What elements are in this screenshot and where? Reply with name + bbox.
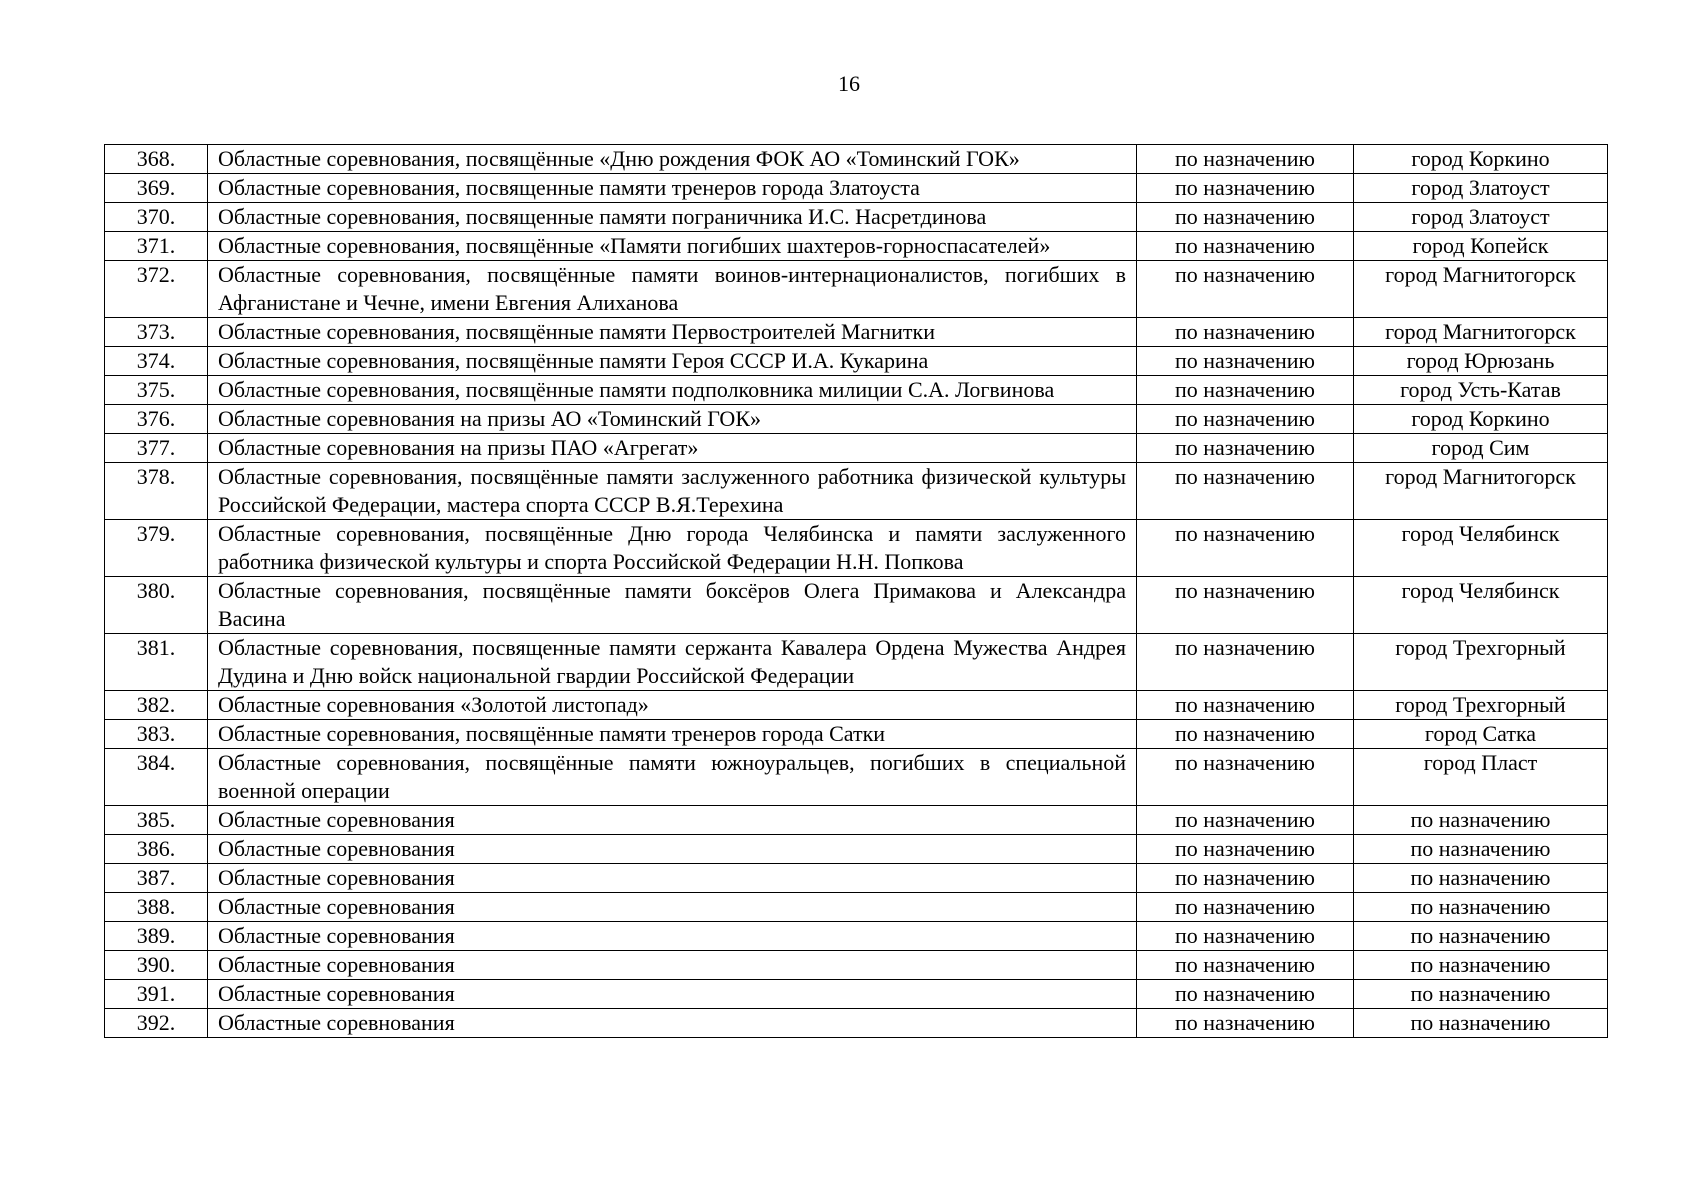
event-place: город Магнитогорск bbox=[1354, 261, 1608, 318]
event-name: Областные соревнования, посвящённые памяти тренеров города Сатки bbox=[208, 720, 1137, 749]
row-number: 389. bbox=[105, 922, 208, 951]
table-row bbox=[105, 634, 1608, 691]
event-date: по назначению bbox=[1137, 145, 1354, 174]
event-place: по назначению bbox=[1354, 922, 1608, 951]
event-place: город Трехгорный bbox=[1354, 691, 1608, 720]
event-place: по назначению bbox=[1354, 951, 1608, 980]
event-place: город Златоуст bbox=[1354, 203, 1608, 232]
event-name: Областные соревнования, посвящённые «Дню рождения ФОК АО «Томинский ГОК» bbox=[208, 145, 1137, 174]
row-number: 380. bbox=[105, 577, 208, 634]
row-number: 383. bbox=[105, 720, 208, 749]
event-place: по назначению bbox=[1354, 893, 1608, 922]
table-row bbox=[105, 893, 1608, 922]
row-number: 384. bbox=[105, 749, 208, 806]
event-place: по назначению bbox=[1354, 806, 1608, 835]
event-place: город Копейск bbox=[1354, 232, 1608, 261]
table-row bbox=[105, 261, 1608, 318]
event-name: Областные соревнования bbox=[208, 922, 1137, 951]
table-row bbox=[105, 203, 1608, 232]
table-row bbox=[105, 318, 1608, 347]
event-place: город Усть-Катав bbox=[1354, 376, 1608, 405]
event-date: по назначению bbox=[1137, 577, 1354, 634]
event-place: город Челябинск bbox=[1354, 520, 1608, 577]
row-number: 368. bbox=[105, 145, 208, 174]
event-date: по назначению bbox=[1137, 893, 1354, 922]
event-place: город Магнитогорск bbox=[1354, 463, 1608, 520]
event-date: по назначению bbox=[1137, 806, 1354, 835]
row-number: 378. bbox=[105, 463, 208, 520]
event-name: Областные соревнования, посвящённые памяти Первостроителей Магнитки bbox=[208, 318, 1137, 347]
row-number: 388. bbox=[105, 893, 208, 922]
events-table bbox=[104, 144, 1608, 1038]
event-name: Областные соревнования bbox=[208, 864, 1137, 893]
table-row bbox=[105, 463, 1608, 520]
event-place: по назначению bbox=[1354, 980, 1608, 1009]
event-place: по назначению bbox=[1354, 1009, 1608, 1038]
event-date: по назначению bbox=[1137, 174, 1354, 203]
event-date: по назначению bbox=[1137, 980, 1354, 1009]
event-name: Областные соревнования bbox=[208, 893, 1137, 922]
row-number: 379. bbox=[105, 520, 208, 577]
table-row bbox=[105, 720, 1608, 749]
table-row bbox=[105, 232, 1608, 261]
table-row bbox=[105, 577, 1608, 634]
event-place: город Челябинск bbox=[1354, 577, 1608, 634]
row-number: 381. bbox=[105, 634, 208, 691]
table-row bbox=[105, 376, 1608, 405]
event-name: Областные соревнования, посвящённые памяти заслуженного работника физической культуры Российской Федерации, мастера спорта СССР В.Я.Терехина bbox=[208, 463, 1137, 520]
row-number: 369. bbox=[105, 174, 208, 203]
table-row bbox=[105, 145, 1608, 174]
event-place: город Коркино bbox=[1354, 145, 1608, 174]
event-name: Областные соревнования, посвященные памяти сержанта Кавалера Ордена Мужества Андрея Дудина и Дню войск национальной гвардии Российской Федерации bbox=[208, 634, 1137, 691]
row-number: 371. bbox=[105, 232, 208, 261]
event-place: город Пласт bbox=[1354, 749, 1608, 806]
event-name: Областные соревнования bbox=[208, 951, 1137, 980]
event-date: по назначению bbox=[1137, 232, 1354, 261]
event-name: Областные соревнования «Золотой листопад» bbox=[208, 691, 1137, 720]
table-row bbox=[105, 1009, 1608, 1038]
row-number: 377. bbox=[105, 434, 208, 463]
event-name: Областные соревнования, посвященные памяти тренеров города Златоуста bbox=[208, 174, 1137, 203]
event-name: Областные соревнования, посвящённые памяти боксёров Олега Примакова и Александра Васина bbox=[208, 577, 1137, 634]
event-place: город Златоуст bbox=[1354, 174, 1608, 203]
row-number: 391. bbox=[105, 980, 208, 1009]
event-place: город Сим bbox=[1354, 434, 1608, 463]
event-name: Областные соревнования на призы АО «Томинский ГОК» bbox=[208, 405, 1137, 434]
table-row bbox=[105, 922, 1608, 951]
event-date: по назначению bbox=[1137, 434, 1354, 463]
row-number: 373. bbox=[105, 318, 208, 347]
row-number: 392. bbox=[105, 1009, 208, 1038]
table-row bbox=[105, 520, 1608, 577]
event-date: по назначению bbox=[1137, 405, 1354, 434]
event-place: по назначению bbox=[1354, 835, 1608, 864]
event-place: город Трехгорный bbox=[1354, 634, 1608, 691]
table-row bbox=[105, 691, 1608, 720]
event-date: по назначению bbox=[1137, 376, 1354, 405]
row-number: 390. bbox=[105, 951, 208, 980]
event-place: город Магнитогорск bbox=[1354, 318, 1608, 347]
event-date: по назначению bbox=[1137, 720, 1354, 749]
event-place: город Коркино bbox=[1354, 405, 1608, 434]
event-date: по назначению bbox=[1137, 318, 1354, 347]
table-row bbox=[105, 951, 1608, 980]
table-row bbox=[105, 980, 1608, 1009]
event-date: по назначению bbox=[1137, 463, 1354, 520]
event-date: по назначению bbox=[1137, 261, 1354, 318]
event-date: по назначению bbox=[1137, 347, 1354, 376]
event-date: по назначению bbox=[1137, 835, 1354, 864]
row-number: 376. bbox=[105, 405, 208, 434]
table-row bbox=[105, 806, 1608, 835]
event-name: Областные соревнования, посвящённые «Памяти погибших шахтеров-горноспасателей» bbox=[208, 232, 1137, 261]
event-date: по назначению bbox=[1137, 951, 1354, 980]
event-name: Областные соревнования, посвященные памяти пограничника И.С. Насретдинова bbox=[208, 203, 1137, 232]
event-place: город Сатка bbox=[1354, 720, 1608, 749]
event-name: Областные соревнования bbox=[208, 980, 1137, 1009]
table-row bbox=[105, 405, 1608, 434]
event-date: по назначению bbox=[1137, 634, 1354, 691]
event-date: по назначению bbox=[1137, 749, 1354, 806]
row-number: 386. bbox=[105, 835, 208, 864]
row-number: 372. bbox=[105, 261, 208, 318]
event-name: Областные соревнования, посвящённые памяти подполковника милиции С.А. Логвинова bbox=[208, 376, 1137, 405]
table-row bbox=[105, 749, 1608, 806]
event-name: Областные соревнования, посвящённые памяти воинов-интернационалистов, погибших в Афганистане и Чечне, имени Евгения Алиханова bbox=[208, 261, 1137, 318]
event-date: по назначению bbox=[1137, 203, 1354, 232]
event-place: по назначению bbox=[1354, 864, 1608, 893]
table-row bbox=[105, 434, 1608, 463]
row-number: 375. bbox=[105, 376, 208, 405]
event-name: Областные соревнования на призы ПАО «Агрегат» bbox=[208, 434, 1137, 463]
row-number: 385. bbox=[105, 806, 208, 835]
event-date: по назначению bbox=[1137, 520, 1354, 577]
table-row bbox=[105, 347, 1608, 376]
table-row bbox=[105, 864, 1608, 893]
page-number: 16 bbox=[838, 71, 860, 96]
events-table-body bbox=[105, 145, 1608, 1038]
event-date: по назначению bbox=[1137, 1009, 1354, 1038]
row-number: 374. bbox=[105, 347, 208, 376]
table-row bbox=[105, 835, 1608, 864]
row-number: 387. bbox=[105, 864, 208, 893]
event-name: Областные соревнования bbox=[208, 1009, 1137, 1038]
row-number: 382. bbox=[105, 691, 208, 720]
event-date: по назначению bbox=[1137, 864, 1354, 893]
event-name: Областные соревнования bbox=[208, 835, 1137, 864]
event-name: Областные соревнования bbox=[208, 806, 1137, 835]
event-name: Областные соревнования, посвящённые Дню города Челябинска и памяти заслуженного работника физической культуры и спорта Российской Федерации Н.Н. Попкова bbox=[208, 520, 1137, 577]
event-date: по назначению bbox=[1137, 922, 1354, 951]
event-name: Областные соревнования, посвящённые памяти Героя СССР И.А. Кукарина bbox=[208, 347, 1137, 376]
table-row bbox=[105, 174, 1608, 203]
event-name: Областные соревнования, посвящённые памяти южноуральцев, погибших в специальной военной операции bbox=[208, 749, 1137, 806]
event-place: город Юрюзань bbox=[1354, 347, 1608, 376]
event-date: по назначению bbox=[1137, 691, 1354, 720]
row-number: 370. bbox=[105, 203, 208, 232]
